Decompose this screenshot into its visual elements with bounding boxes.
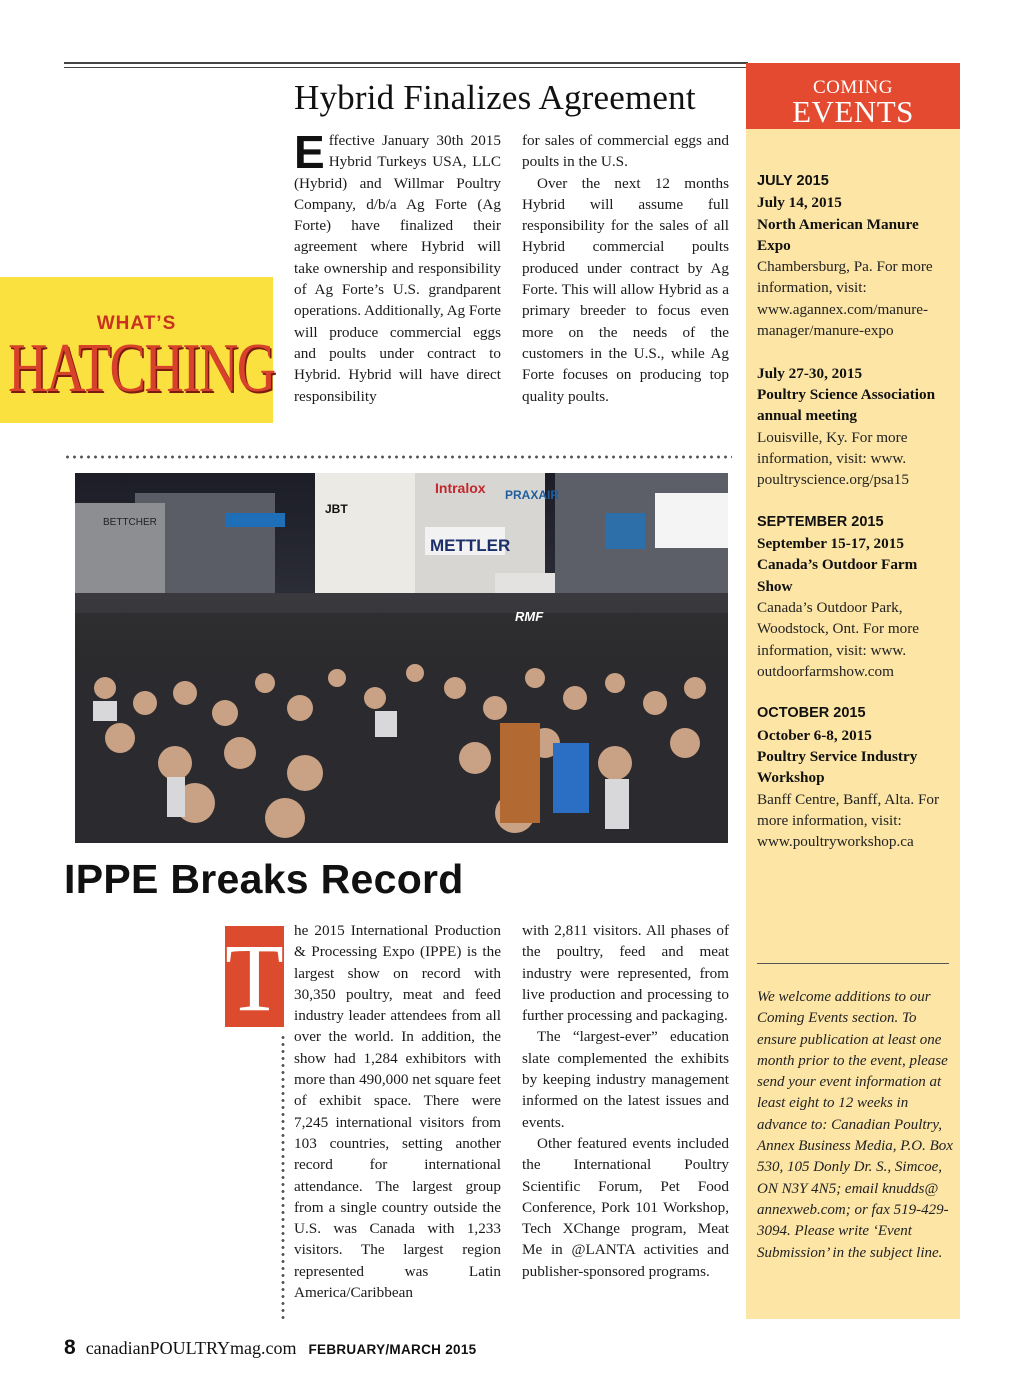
dotted-divider-vertical bbox=[281, 1034, 285, 1320]
article1-column-1 bbox=[294, 126, 501, 407]
article-headline-ippe: IPPE Breaks Record bbox=[64, 856, 464, 902]
trade-show-photo bbox=[75, 473, 728, 843]
sidebar-divider bbox=[757, 963, 949, 964]
article1-col1-text: ffective January 30th 2015 Hybrid Turkeys USA, LLC (Hybrid) and Willmar Poultry Company, d/b/a Ag Forte (Ag Forte) have finalized their agreement where Hybrid will take ownership and responsibility of Ag Forte’s U.S. grandparent operations. Additionally, Ag Forte will produce commercial eggs and poults under contract to Hybrid. Hybrid will have direct responsibility bbox=[294, 132, 501, 405]
page-footer bbox=[64, 1336, 476, 1360]
event-date: July 27-30, 2015 bbox=[757, 364, 863, 382]
article2-col2-p3: Other featured events included the International Poultry Scientific Forum, Pet Food Conference, Pork 101 Workshop, Tech XChange program, Meat Me in @LANTA activities and publisher-sponsored programs. bbox=[522, 1134, 729, 1280]
whats-hatching-label bbox=[0, 277, 273, 423]
month-heading: SEPTEMBER 2015 bbox=[757, 513, 884, 530]
coming-events-sidebar bbox=[746, 63, 960, 1319]
photo-sign-jbt: JBT bbox=[325, 502, 348, 516]
site-url: canadianPOULTRYmag.com bbox=[85, 1338, 297, 1358]
submission-note: We welcome additions to our Coming Events section. To ensure publication at least one month prior to the event, please send your event information at least eight to 12 weeks in advance to: Canadian Poultry, Annex Business Media, P.O. Box 530, 105 Donly Dr. S., Simcoe, ON N3Y 4N5; email knudds@ annexweb.com; or fax 519-429-3094. Please write ‘Event Submission’ in the subject line. bbox=[757, 989, 953, 1261]
event-title: Canada’s Outdoor Farm Show bbox=[757, 556, 918, 595]
coming-label: COMING bbox=[812, 77, 894, 98]
event-details: Banff Centre, Banff, Alta. For more information, visit: www.poultryworkshop.ca bbox=[757, 790, 940, 851]
photo-sign-praxair: PRAXAIR bbox=[505, 488, 560, 502]
event-title: North American Manure Expo bbox=[757, 215, 919, 254]
month-heading: OCTOBER 2015 bbox=[757, 705, 866, 722]
coming-events-heading bbox=[746, 63, 960, 129]
article2-col2-p2: The “largest-ever” education slate complemented the exhibits by keeping industry management informed on the latest issues and events. bbox=[522, 1028, 729, 1131]
article1-col2-p1: for sales of commercial eggs and poults in the U.S. bbox=[522, 132, 729, 171]
article-headline-hybrid: Hybrid Finalizes Agreement bbox=[294, 78, 696, 117]
article2-column-2 bbox=[522, 920, 729, 1282]
events-list bbox=[757, 171, 953, 853]
article2-col1-text: he 2015 International Production & Processing Expo (IPPE) is the largest show on record with 30,350 poultry, meat and feed industry leader attendees from all over the world. In addition, the show had 1,284 exhibitors with more than 490,000 net square feet of exhibit space. There were 7,245 international visitors from 103 countries, setting another record for international attendance. The largest group from a single country outside the U.S. was Canada with 1,233 visitors. The largest region represented was Latin America/Caribbean bbox=[294, 922, 501, 1302]
event-details: Canada’s Outdoor Park, Woodstock, Ont. For more information, visit: www. outdoorfarmshow.com bbox=[757, 598, 920, 680]
event-details: Chambersburg, Pa. For more information, visit: www.agannex.com/manure-manager/manure-expo bbox=[757, 258, 933, 340]
dropcap-e: E bbox=[294, 126, 325, 178]
event-date: July 14, 2015 bbox=[757, 194, 842, 212]
article2-column-1 bbox=[294, 920, 501, 1303]
event-title: Poultry Service Industry Workshop bbox=[757, 748, 918, 787]
event-date: October 6-8, 2015 bbox=[757, 726, 872, 744]
event-date: September 15-17, 2015 bbox=[757, 535, 904, 553]
events-label: EVENTS bbox=[792, 94, 914, 129]
photo-sign-bettcher: BETTCHER bbox=[103, 517, 157, 528]
article1-col2-p2: Over the next 12 months Hybrid will assume full responsibility for the sales of all Hybrid commercial poults produced under contract by Ag Forte. This will allow Hybrid as a primary breeder to focus even more on the needs of the customers in the U.S., while Ag Forte focuses on producing top quality poults. bbox=[522, 174, 729, 405]
page-number: 8 bbox=[64, 1336, 76, 1359]
photo-sign-mettler: METTLER bbox=[430, 536, 511, 555]
whats-label: WHAT’S bbox=[96, 313, 177, 334]
top-rule bbox=[64, 62, 748, 68]
issue-date: FEBRUARY/MARCH 2015 bbox=[308, 1342, 477, 1357]
article2-col2-p1: with 2,811 visitors. All phases of the poultry, feed and meat industry were represented, from live production and processing to further processing and packaging. bbox=[522, 922, 729, 1025]
article1-column-2 bbox=[522, 130, 729, 407]
photo-sign-intralox: Intralox bbox=[435, 480, 486, 496]
photo-sign-rmf: RMF bbox=[515, 609, 544, 624]
month-heading: JULY 2015 bbox=[757, 173, 829, 189]
dotted-divider-horizontal bbox=[64, 455, 732, 459]
hatching-label: HATCHING bbox=[8, 330, 275, 407]
event-details: Louisville, Ky. For more information, visit: www. poultryscience.org/psa15 bbox=[757, 428, 909, 489]
dropcap-t: T bbox=[225, 924, 284, 1031]
event-title: Poultry Science Association annual meeting bbox=[757, 385, 936, 425]
